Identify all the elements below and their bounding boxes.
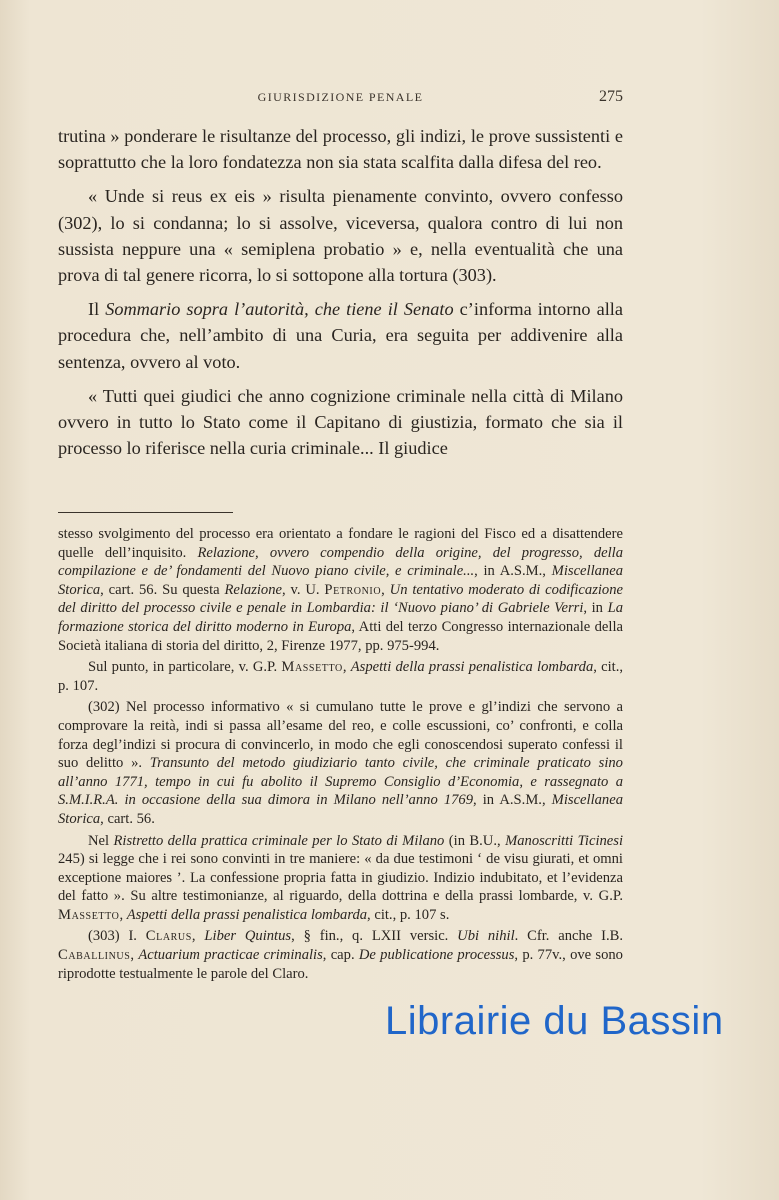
page-header — [58, 88, 623, 112]
paragraph-4: « Tutti quei giudici che anno cognizione criminale nella città di Milano ovvero in tutto lo Stato come il Capitano di giustizia, formato che sia il processo lo riferisce nella curia criminale... Il giudice — [58, 385, 623, 459]
footnote-303: (303) I. Clarus, Liber Quintus, § fin., q. LXII versic. Ubi nihil. Cfr. anche I.B. Caballinus, Actuarium practicae criminalis, cap. De publicatione processus, p. 77v., ove sono riprodotte testualmente le parole del Claro. — [58, 928, 623, 982]
paragraph-1: trutina » ponderare le risultanze del processo, gli indizi, le prove sussistenti e soprattutto che la loro fondatezza non sia stata scalfita dalla difesa del reo. — [58, 126, 623, 173]
running-head: GIURISDIZIONE PENALE — [257, 90, 424, 104]
footnote-rule — [58, 512, 233, 513]
paragraph-3: Il Sommario sopra l’autorità, che tiene il Senato c’informa intorno alla procedura che, nell’ambito di una Curia, era seguita per addivenire alla sentenza, ovvero al voto. — [58, 299, 623, 372]
main-text — [58, 123, 623, 469]
watermark: Librairie du Bassin — [385, 999, 724, 1043]
footnotes — [58, 525, 623, 986]
footnote-sul-punto: Sul punto, in particolare, v. G.P. Massetto, Aspetti della prassi penalistica lombarda, cit., p. 107. — [58, 659, 624, 694]
footnote-302-continued: Nel Ristretto della prattica criminale per lo Stato di Milano (in B.U., Manoscritti Ticinesi 245) si legge che i rei sono convinti in tre maniere: « da due testimoni ‘ de visu giurati, et omni exceptione maiores ’. La confessione propria fatta in giudizio. Indizio indubitato, et l’evidenza del fatto ». Su altre testimonianze, al riguardo, della dottrina e della prassi lombarde, v. G.P. Massetto, Aspetti della prassi penalistica lombarda, cit., p. 107 s. — [58, 832, 624, 923]
italic-title: Sommario sopra l’autorità, che tiene il Senato — [105, 299, 454, 320]
page-number: 275 — [599, 88, 623, 105]
footnote-302: (302) Nel processo informativo « si cumulano tutte le prove e gl’indizi che servono a comprovare la reità, indi si passa all’esame del reo, e colle escussioni, co’ confronti, e colla forza degl’indizi si procura di convincerlo, in modo che egli conoscendosi superato confessi il suo delitto ». Transunto del metodo giudiziario tanto civile, che criminale praticato sino all’anno 1771, tempo in cui fu abolito il Supremo Consiglio d’Economia, e rassegnato a S.M.I.R.A. in occasione della sua dimora in Milano nell’anno 1769, in A.S.M., Miscellanea Storica, cart. 56. — [58, 699, 623, 827]
paragraph-2: « Unde si reus ex eis » risulta pienamente convinto, ovvero confesso (302), lo si condanna; lo si assolve, viceversa, qualora contro di lui non sussista neppure una « semiplena probatio » e, nella eventualità che una prova di tal genere ricorra, lo si sottopone alla tortura (303). — [58, 186, 623, 286]
footnote-continuation: stesso svolgimento del processo era orientato a fondare le ragioni del Fisco ed a disattendere quelle dell’inquisito. Relazione, ovvero compendio della origine, del progresso, della compilazione e de’ fondamenti del Nuovo piano civile, e criminale..., in A.S.M., Miscellanea Storica, cart. 56. Su questa Relazione, v. U. Petronio, Un tentativo moderato di codificazione del diritto del processo civile e penale in Lombardia: il ‘Nuovo piano’ di Gabriele Verri, in La formazione storica del diritto moderno in Europa, Atti del terzo Congresso internazionale della Società italiana di storia del diritto, 2, Firenze 1977, pp. 975-994. — [58, 526, 624, 654]
